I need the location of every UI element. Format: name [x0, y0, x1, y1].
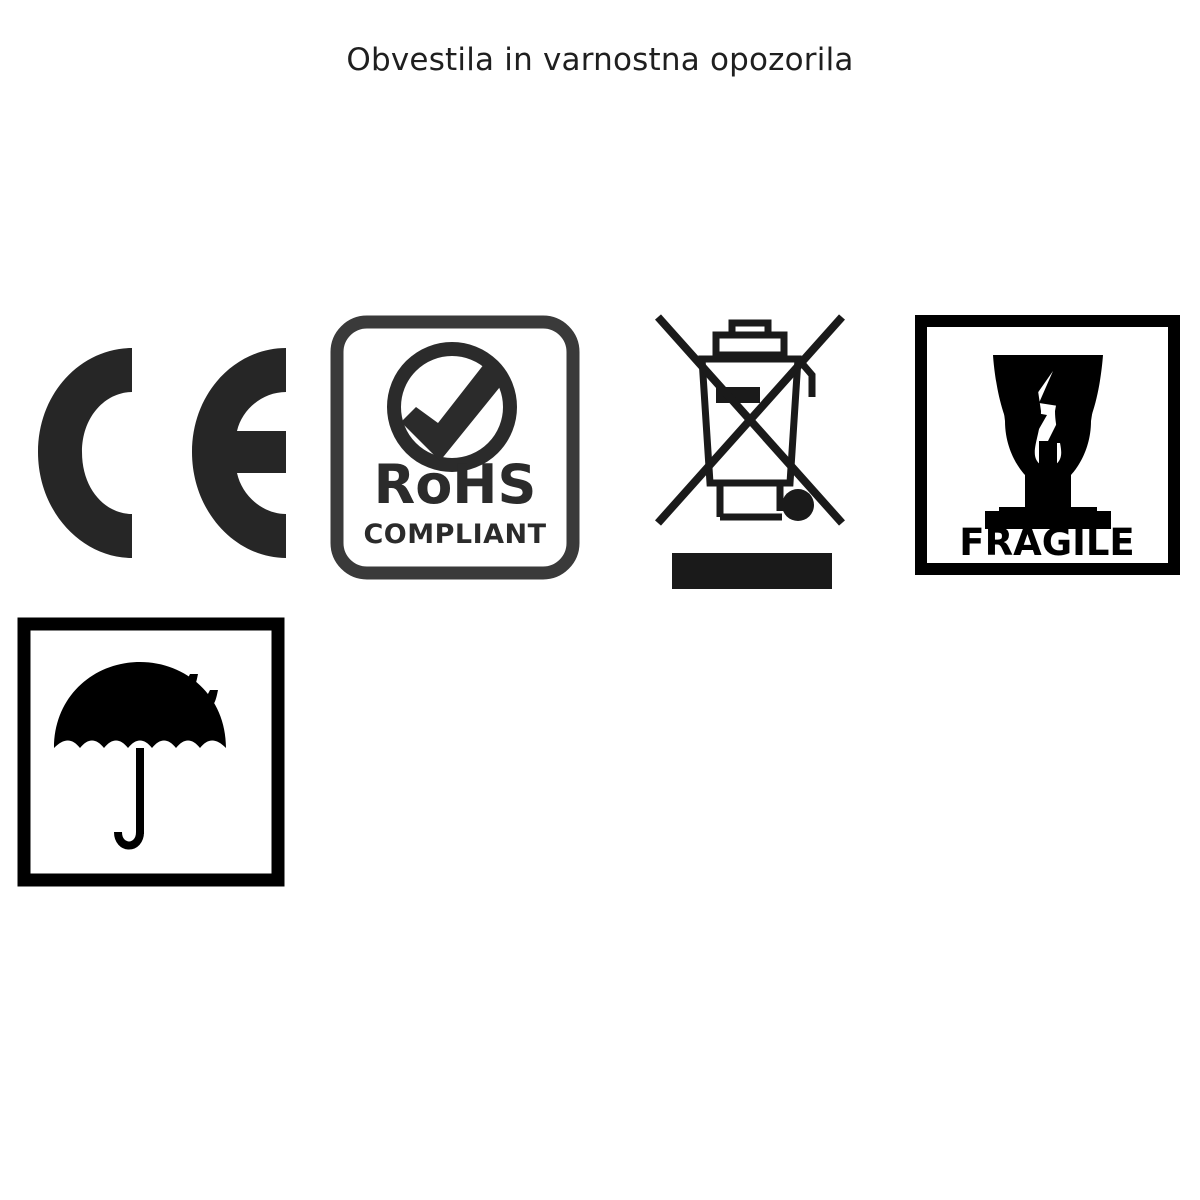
rohs-compliant-symbol	[330, 315, 580, 580]
ce-marking-icon	[20, 340, 310, 570]
weee-symbol	[650, 305, 850, 595]
keep-dry-umbrella-icon	[18, 618, 284, 886]
symbol-row-primary	[0, 300, 1200, 600]
weee-crossed-out-wheeled-bin-icon	[650, 305, 850, 595]
fragile-symbol	[915, 315, 1180, 575]
ce-mark-symbol	[20, 340, 310, 570]
rohs-compliant-icon	[330, 315, 580, 580]
rohs-sublabel: COMPLIANT	[363, 519, 547, 550]
fragile-label: FRAGILE	[959, 521, 1135, 564]
fragile-broken-glass-icon	[915, 315, 1180, 575]
page-title: Obvestila in varnostna opozorila	[346, 42, 854, 78]
rohs-label: RoHS	[373, 453, 537, 516]
keep-dry-symbol	[18, 618, 284, 886]
